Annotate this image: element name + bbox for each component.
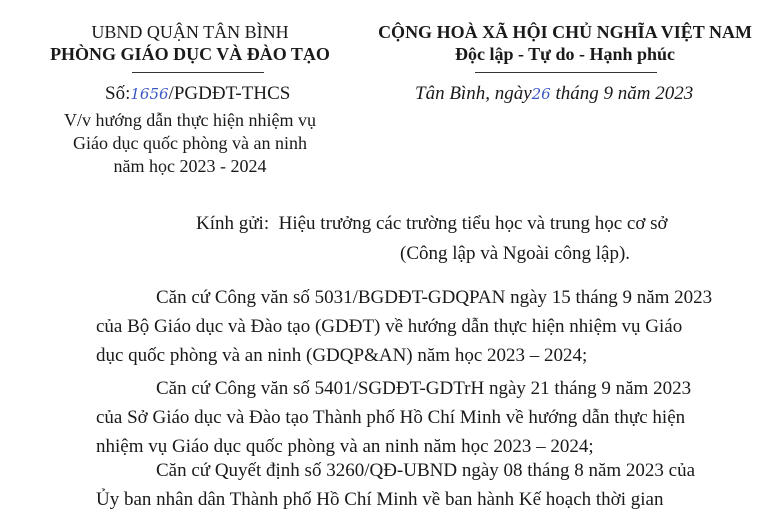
paragraph-line: Ủy ban nhân dân Thành phố Hồ Chí Minh về ban hành Kế hoạch thời gian <box>96 489 664 510</box>
date-suffix: tháng 9 năm 2023 <box>555 83 694 104</box>
handwritten-number: 1656 <box>130 85 169 103</box>
paragraph-line: Căn cứ Công văn số 5401/SGDĐT-GDTrH ngày 21 tháng 9 năm 2023 <box>156 378 692 399</box>
recipient-line-2: (Công lập và Ngoài công lập). <box>400 243 631 264</box>
subject-line: V/v hướng dẫn thực hiện nhiệm vụ <box>64 110 316 130</box>
agency-name: UBND QUẬN TÂN BÌNH <box>91 22 289 42</box>
left-header-rule <box>132 72 264 73</box>
date-prefix: Tân Bình, ngày <box>415 83 532 104</box>
paragraph-line: Căn cứ Công văn số 5031/BGDĐT-GDQPAN ngày 15 tháng 9 năm 2023 <box>156 287 713 308</box>
paragraph-line: của Sở Giáo dục và Đào tạo Thành phố Hồ Chí Minh về hướng dẫn thực hiện <box>96 407 686 428</box>
paragraph-line: của Bộ Giáo dục và Đào tạo (GDĐT) về hướng dẫn thực hiện nhiệm vụ Giáo <box>96 316 683 337</box>
number-suffix: /PGDĐT-THCS <box>168 83 291 104</box>
paragraph-line: nhiệm vụ Giáo dục quốc phòng và an ninh năm học 2023 – 2024; <box>96 436 594 457</box>
body-paragraph-3 <box>96 456 695 514</box>
subject-line: năm học 2023 - 2024 <box>113 156 267 176</box>
handwritten-day: 26 <box>531 85 551 103</box>
recipient-label: Kính gửi: <box>196 213 270 234</box>
number-prefix: Số: <box>105 83 131 104</box>
nation-name: CỘNG HOÀ XÃ HỘI CHỦ NGHĨA VIỆT NAM <box>378 22 752 42</box>
recipient-text: Hiệu trưởng các trường tiểu học và trung học cơ sở <box>278 213 668 234</box>
recipient-line-1 <box>196 213 668 235</box>
document-number <box>105 83 290 105</box>
body-paragraph-2 <box>96 374 691 461</box>
subject-block <box>40 109 340 178</box>
office-name: PHÒNG GIÁO DỤC VÀ ĐÀO TẠO <box>50 44 330 64</box>
paragraph-line: Căn cứ Quyết định số 3260/QĐ-UBND ngày 08 tháng 8 năm 2023 của <box>156 460 696 481</box>
paragraph-line: dục quốc phòng và an ninh (GDQP&AN) năm học 2023 – 2024; <box>96 345 588 366</box>
body-paragraph-1 <box>96 283 712 370</box>
subject-line: Giáo dục quốc phòng và an ninh <box>73 133 307 153</box>
right-header-rule <box>475 72 657 73</box>
national-motto: Độc lập - Tự do - Hạnh phúc <box>454 44 676 64</box>
issue-date <box>415 83 693 105</box>
